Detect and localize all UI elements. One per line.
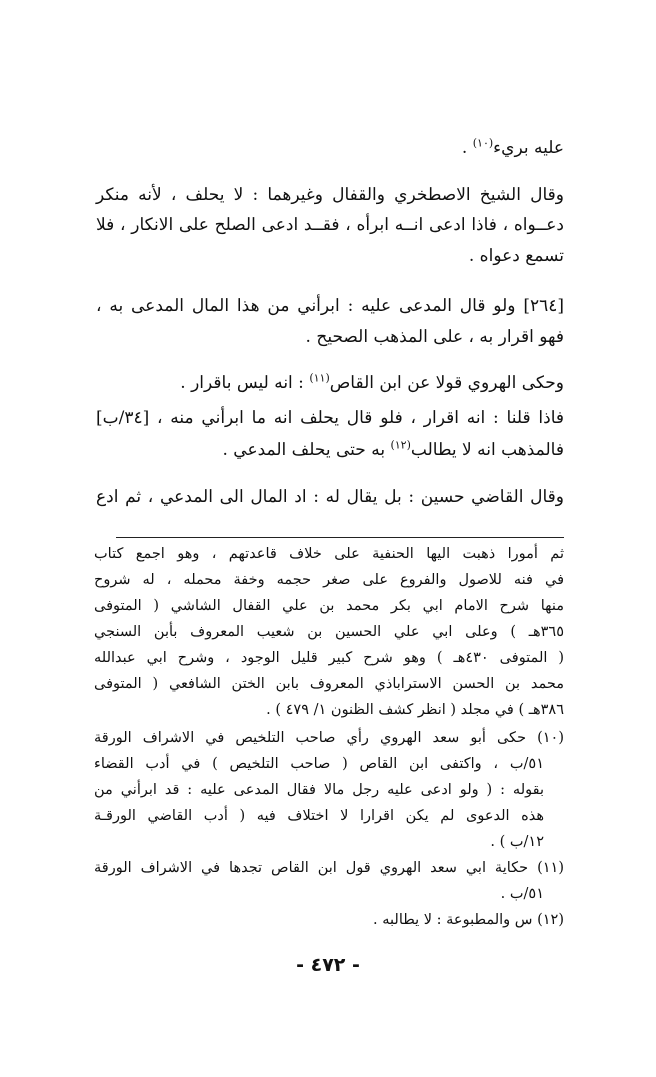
main-line: فهو اقرار به ، على المذهب الصحيح . [305,327,564,347]
main-line: وحكى الهروي قولا عن ابن القاص$^{(١١)}$ : انه ليس باقرار . [180,371,564,393]
main-line: عليه بريء$^{(١٠)}$ . [461,136,564,158]
footnote-ref: (١٠) [472,136,494,150]
main-line: وقال القاضي حسين : بل يقال له : اد المال الى المدعي ، ثم ادع [96,487,564,507]
main-line: وقال الشيخ الاصطخري والقفال وغيرهما : لا يحلف ، لأنه منكر [96,185,564,205]
footnote-ref: (١١) [309,371,330,385]
footnote-line: بقوله : ( ولو ادعى عليه رجل مالا فقال المدعى عليه : قد ابرأني من [94,782,544,798]
footnote-line: محمد بن الحسن الاستراباذي المعروف بابن الختن الشافعي ( المتوفى [94,676,564,692]
footnote-12: (١٢) س والمطبوعة : لا يطالبه . [373,912,564,928]
footnote-10: (١٠) حكى أبو سعد الهروي رأي صاحب التلخيص في الاشراف الورقة [94,730,564,746]
footnote-divider [116,537,564,538]
main-line: دعــواه ، فاذا ادعى انــه ابرأه ، فقــد ادعى الصلح على الانكار ، فلا [96,215,564,235]
footnote-line: ١٢/ب ) . [490,834,544,850]
footnote-line: ٥١/ب ، واكتفى ابن القاص ( صاحب التلخيص ) في أدب القضاء [94,756,544,772]
footnote-ref: (١٢) [390,438,411,452]
footnote-line: في فنه للاصول والفروع على صغر حجمه وخفة محمله ، له شروح [94,572,564,588]
main-line: [٢٦٤] ولو قال المدعى عليه : ابرأني من هذا المال المدعى به ، [96,296,564,316]
main-line: تسمع دعواه . [468,246,564,266]
footnote-line: هذه الدعوى لم يكن اقرارا لا اختلاف فيه ( أدب القاضي الورقـة [94,808,544,824]
footnote-line: ٣٦٥هـ ) وعلى ابي علي الحسين بن شعيب المعروف بأبن السنجي [94,624,564,640]
main-line: فالمذهب انه لا يطالب$^{(١٢)}$ به حتى يحلف المدعي . [222,438,564,460]
footnote-11: (١١) حكاية ابي سعد الهروي قول ابن القاص تجدها في الاشراف الورقة [94,860,564,876]
page-number: - ٤٧٢ - [296,954,360,976]
footnote-line: منها شرح الامام ابي بكر محمد بن علي القفال الشاشي ( المتوفى [94,598,564,614]
footnote-line: ثم أمورا ذهبت اليها الحنفية على خلاف قاعدتهم ، وهو اجمع كتاب [94,546,564,562]
footnote-line: ٣٨٦هـ ) في مجلد ( انظر كشف الظنون ١/ ٤٧٩ ) . [266,702,564,718]
main-line: فاذا قلنا : انه اقرار ، فلو قال يحلف انه ما ابرأني منه ، [٣٤/ب] [96,408,564,428]
footnote-line: ٥١/ب . [500,886,544,902]
footnote-line: ( المتوفى ٤٣٠هـ ) وهو شرح كبير قليل الوجود ، وشرح ابي عبدالله [94,650,564,666]
